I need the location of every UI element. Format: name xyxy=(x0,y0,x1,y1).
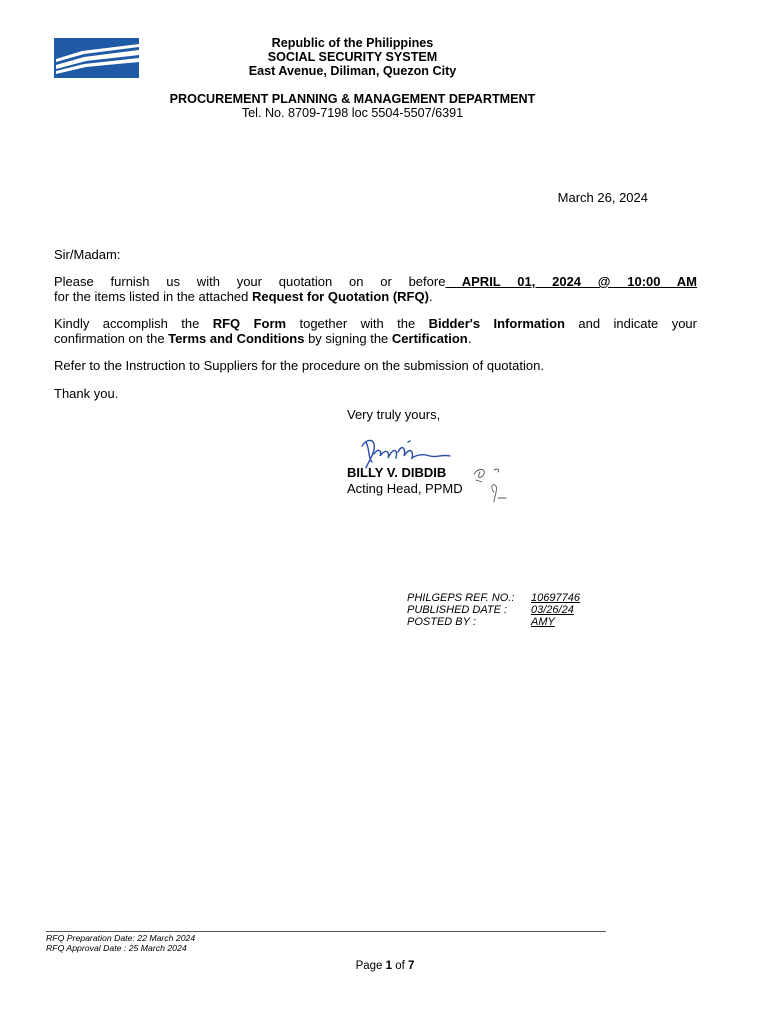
page-number xyxy=(0,960,770,972)
p1-line2-text: for the items listed in the attached xyxy=(54,289,252,304)
bidders-info-ref: Bidder's Information xyxy=(428,316,565,331)
p2-text-c2: by signing the xyxy=(304,331,392,346)
letter-date: March 26, 2024 xyxy=(557,190,648,205)
posted-by xyxy=(407,616,555,628)
salutation: Sir/Madam: xyxy=(54,247,121,262)
posted-by-label: POSTED BY : xyxy=(407,616,476,628)
philgeps-ref-value: 10697746 xyxy=(531,592,580,604)
rfq-reference: Request for Quotation (RFQ) xyxy=(252,289,429,304)
philgeps-ref xyxy=(407,592,580,604)
signatory-name: BILLY V. DIBDIB xyxy=(347,465,447,480)
paragraph-2-line-1 xyxy=(54,316,697,332)
published-date-label: PUBLISHED DATE : xyxy=(407,604,508,616)
paragraph-1-line-1 xyxy=(54,274,697,290)
p2-text-a1: Kindly accomplish the xyxy=(54,316,213,331)
paragraph-2-line-2 xyxy=(54,331,697,347)
p1-intro: Please furnish us with your quotation on or before xyxy=(54,274,446,289)
page-total: 7 xyxy=(408,960,415,972)
telephone-line: Tel. No. 8709-7198 loc 5504-5507/6391 xyxy=(241,106,464,120)
p2-text-a3: and indicate your xyxy=(564,316,697,331)
p1-period: . xyxy=(428,289,433,304)
thank-you: Thank you. xyxy=(54,386,119,401)
posted-by-value: AMY xyxy=(531,616,555,628)
terms-ref: Terms and Conditions xyxy=(168,331,305,346)
rfq-preparation-date: RFQ Preparation Date: 22 March 2024 xyxy=(46,933,196,943)
signatory-title: Acting Head, PPMD xyxy=(347,481,463,496)
header-republic: Republic of the Philippines xyxy=(271,36,434,50)
footer-divider xyxy=(46,931,606,932)
page-current: 1 xyxy=(385,960,393,972)
page-word: Page xyxy=(355,960,386,972)
rfq-approval-date: RFQ Approval Date : 25 March 2024 xyxy=(46,943,187,953)
department-title: PROCUREMENT PLANNING & MANAGEMENT DEPARTMENT xyxy=(169,92,536,106)
p2-text-a2: together with the xyxy=(286,316,429,331)
published-date-value: 03/26/24 xyxy=(531,604,574,616)
philgeps-ref-label: PHILGEPS REF. NO.: xyxy=(407,592,515,604)
rfq-form-ref: RFQ Form xyxy=(212,316,287,331)
p2-text-c1: confirmation on the xyxy=(54,331,169,346)
certification-ref: Certification xyxy=(391,331,468,346)
p2-period: . xyxy=(467,331,472,346)
header-address: East Avenue, Diliman, Quezon City xyxy=(248,64,457,78)
header-agency: SOCIAL SECURITY SYSTEM xyxy=(267,50,438,64)
sss-logo-icon xyxy=(54,38,139,78)
of-word: of xyxy=(392,960,409,972)
paragraph-3: Refer to the Instruction to Suppliers for the procedure on the submission of quotation. xyxy=(54,358,544,373)
published-date xyxy=(407,604,574,616)
closing: Very truly yours, xyxy=(347,407,441,422)
paragraph-1-line-2 xyxy=(54,289,697,305)
deadline-text: APRIL 01, 2024 @ 10:00 AM xyxy=(445,274,698,289)
